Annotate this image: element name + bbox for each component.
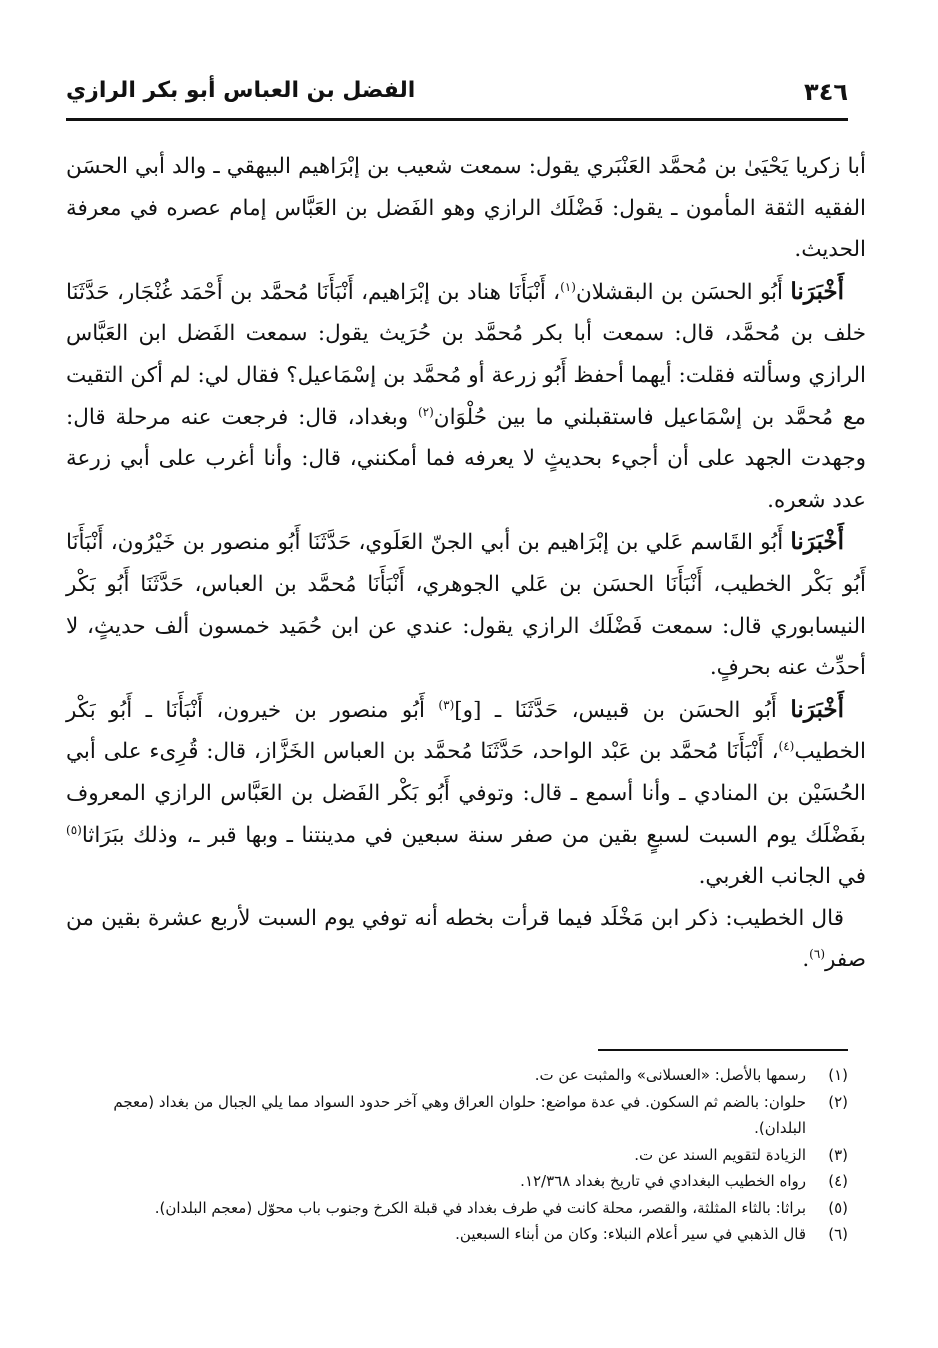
footnotes-list xyxy=(66,1062,848,1248)
running-title: الفضل بن العباس أبو بكر الرازي xyxy=(66,78,416,103)
footnote xyxy=(66,1089,848,1142)
footnote-number: (٦) xyxy=(828,1225,848,1243)
paragraph-3-text: أَبُو القَاسم عَلي بن إبْرَاهيم بن أبي الجنّ العَلَوي، حَدَّثَنَا أَبُو منصور بن خَيْرُون، أَنْبَأَنَا أَبُو بَكْر الخطيب، أَنْبَأَنَا الحسَن بن عَلي الجوهري، أَنْبَأَنَا مُحمَّد بن العباس، حَدَّثَنَا أَبُو بَكْر النيسابوري قال: سمعت فَضْلَك الرازي يقول: عندي عن ابن حُمَيد خمسون ألف حديثٍ، لا أحدِّث عنه بحرفٍ. xyxy=(66,530,866,681)
paragraph-1 xyxy=(66,146,866,271)
footnote-text: براثا: بالثاء المثلثة، والقصر، محلة كانت في طرف بغداد في قبلة الكرخ وجنوب باب محوّل (معجم البلدان). xyxy=(154,1198,806,1217)
footnote xyxy=(66,1142,848,1169)
footnote xyxy=(66,1168,848,1195)
paragraph-4-text-b: أَبُو منصور بن خيرون، أَنْبَأَنَا ـ أَبُو بَكْر الخطيب xyxy=(66,697,866,765)
paragraph-5-text-a: قال الخطيب: ذكر ابن مَخْلَد فيما قرأت بخطه أنه توفي يوم السبت لأربع عشرة بقين من صفر xyxy=(66,905,866,973)
paragraph-2-text-a: أَبُو الحسَن بن البقشلان xyxy=(575,279,791,305)
footnote-ref-2[interactable]: (٢) xyxy=(417,404,434,419)
paragraph-5-text-b: . xyxy=(802,947,810,973)
paragraph-2-text-b: ، أَنْبَأَنَا هناد بن إبْرَاهيم، أَنْبَأَنَا مُحمَّد بن أَحْمَد غُنْجَار، حَدَّثَنَا خلف بن مُحمَّد، قال: سمعت أبا بكر مُحمَّد بن حُرَيث يقول: سمعت الفَضل ابن العَبَّاس الرازي وسألته فقلت: أيهما أحفظ أَبُو زرعة أو مُحمَّد بن إسْمَاعيل؟ فقال لي: لم أكن التقيت مع مُحمَّد بن إسْمَاعيل فاستقبلني ما بين حُلْوَان xyxy=(66,279,866,430)
footnote-number: (١) xyxy=(828,1066,848,1084)
footnote-number: (٥) xyxy=(828,1198,848,1217)
footnote-text: قال الذهبي في سير أعلام النبلاء: وكان من أبناء السبعين. xyxy=(455,1225,806,1243)
paragraph-2 xyxy=(66,271,866,522)
paragraph-4-text-d: في الجانب الغربي. xyxy=(698,864,866,890)
paragraph-2-text-c: وبغداد، قال: فرجعت عنه مرحلة قال: وجهدت الجهد على أن أجيء بحديثٍ لا يعرفه فما أمكنني، قال: وأنا أغرب على أبي زرعة عدد شعره. xyxy=(66,404,866,513)
paragraph-1-text: أبا زكريا يَحْيَىٰ بن مُحمَّد العَنْبَري يقول: سمعت شعيب بن إبْرَاهيم البيهقي ـ والد أبي الحسَن الفقيه الثقة المأمون ـ يقول: فَضْلَك الرازي وهو الفَضل بن العَبَّاس إمام عصره في معرفة الحديث. xyxy=(66,154,866,263)
footnote-ref-5[interactable]: (٥) xyxy=(66,822,82,837)
page-header xyxy=(66,68,848,121)
footnote xyxy=(66,1221,848,1248)
footnote-separator xyxy=(598,1049,848,1051)
footnote-ref-3[interactable]: (٣) xyxy=(438,697,455,712)
paragraph-4-text-c: ، أَنْبَأَنَا مُحمَّد بن عَبْد الواحد، حَدَّثَنَا مُحمَّد بن العباس الخَزَّاز، قال: قُرِىء على أبي الحُسَيْن بن المنادي ـ وأنا أسمع ـ قال: وتوفي أَبُو بَكْر الفَضل بن العَبَّاس الرازي المعروف بفَضْلَك يوم السبت لسبعٍ بقين من صفر سنة سبعين في مدينتنا ـ وبها قبر ـ، وذلك ببَرَاثا xyxy=(66,739,866,848)
footnote-text: رواه الخطيب البغدادي في تاريخ بغداد ١٢/٣٦٨. xyxy=(520,1172,806,1190)
akhbarana-lead: أَخْبَرَنا xyxy=(790,695,844,723)
footnote-number: (٢) xyxy=(828,1092,848,1111)
footnote-text: رسمها بالأصل: «العسلانى» والمثبت عن ت. xyxy=(534,1066,806,1084)
page-number: ٣٤٦ xyxy=(804,78,848,106)
footnote-text: حلوان: بالضم ثم السكون. في عدة مواضع: حلوان العراق وهي آخر حدود السواد مما يلي الجبال من بغداد (معجم البلدان). xyxy=(113,1092,806,1137)
paragraph-4-text-a: أَبُو الحسَن بن قبيس، حَدَّثَنَا ـ [و] xyxy=(454,697,791,723)
paragraph-4 xyxy=(66,689,866,898)
akhbarana-lead: أَخْبَرَنا xyxy=(790,277,845,305)
footnote-number: (٤) xyxy=(828,1172,848,1190)
main-text xyxy=(66,146,866,981)
footnote xyxy=(66,1195,848,1222)
footnote xyxy=(66,1062,848,1089)
footnote-ref-1[interactable]: (١) xyxy=(560,279,576,294)
footnote-ref-6[interactable]: (٦) xyxy=(809,947,825,962)
footnote-ref-4[interactable]: (٤) xyxy=(778,739,795,754)
footnote-text: الزيادة لتقويم السند عن ت. xyxy=(634,1145,806,1164)
footnote-number: (٣) xyxy=(828,1145,848,1164)
paragraph-5 xyxy=(66,898,866,981)
paragraph-3 xyxy=(66,521,866,688)
akhbarana-lead: أَخْبَرَنا xyxy=(790,528,844,556)
